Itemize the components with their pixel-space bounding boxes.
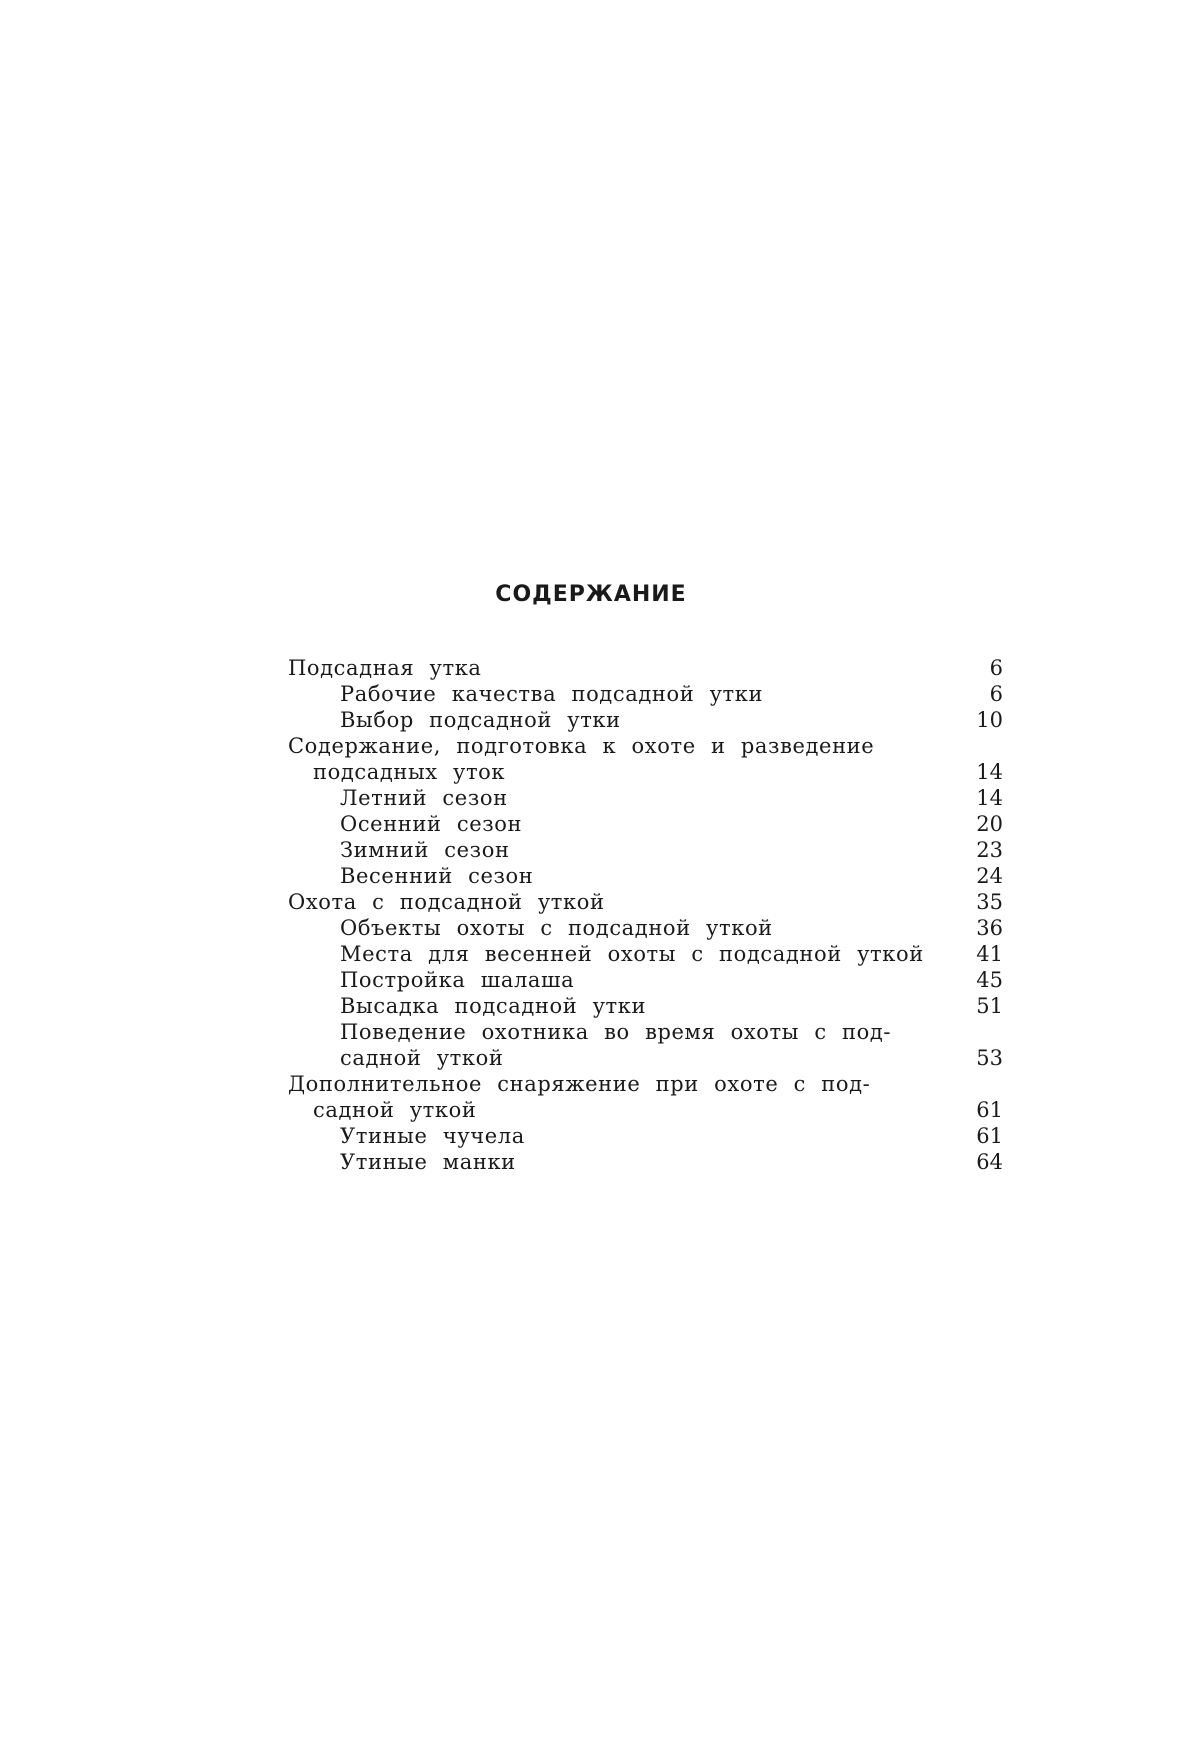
- toc-entry-page: 61: [976, 1098, 1003, 1122]
- toc-entry-text: Утиные чучела: [340, 1124, 525, 1148]
- toc-entry-page: 51: [976, 994, 1003, 1018]
- toc-entry: [288, 1071, 1003, 1097]
- toc-entry: [288, 915, 1003, 941]
- toc-entry: [288, 811, 1003, 837]
- toc-entry: [288, 1123, 1003, 1149]
- toc-entry-page: 20: [976, 812, 1003, 836]
- toc-entry-text: Осенний сезон: [340, 812, 523, 836]
- toc-entry: [288, 1149, 1003, 1175]
- toc-entry: [288, 941, 1003, 967]
- toc-entry-text: Выбор подсадной утки: [340, 708, 621, 732]
- toc-entry-page: 45: [976, 968, 1003, 992]
- toc-entry-page: 6: [989, 682, 1003, 706]
- toc-entry-text: Места для весенней охоты с подсадной уткой: [340, 942, 924, 966]
- toc-entry: [288, 863, 1003, 889]
- toc-entry-page: 61: [976, 1124, 1003, 1148]
- toc-entry: [288, 655, 1003, 681]
- toc-entry-page: 64: [976, 1150, 1003, 1174]
- toc-entry: [288, 785, 1003, 811]
- toc-entry-page: 23: [976, 838, 1003, 862]
- toc-entry: [288, 837, 1003, 863]
- toc-entry-text: Весенний сезон: [340, 864, 534, 888]
- toc-entry-text: Зимний сезон: [340, 838, 510, 862]
- toc-entry: [288, 707, 1003, 733]
- toc-entry-text: Летний сезон: [340, 786, 508, 810]
- toc-entry-page: 35: [976, 890, 1003, 914]
- toc-entry-text: Постройка шалаша: [340, 968, 575, 992]
- toc-entry: [288, 733, 1003, 759]
- toc-entry-text: подсадных уток: [313, 760, 506, 784]
- toc-entry-page: 10: [976, 708, 1003, 732]
- toc-entry-page: 6: [989, 656, 1003, 680]
- toc-entry: [288, 889, 1003, 915]
- toc-entry-text: садной уткой: [313, 1098, 477, 1122]
- toc-entry-text: Высадка подсадной утки: [340, 994, 647, 1018]
- toc-entry-page: 14: [976, 786, 1003, 810]
- toc-entry: [288, 1019, 1003, 1045]
- toc-entry: [288, 967, 1003, 993]
- toc-entry-page: 14: [976, 760, 1003, 784]
- toc-entry: [288, 993, 1003, 1019]
- toc-entry: [288, 1097, 1003, 1123]
- toc-entry-page: 24: [976, 864, 1003, 888]
- toc-entry-text: Дополнительное снаряжение при охоте с под-: [288, 1072, 871, 1096]
- toc-entry-text: Объекты охоты с подсадной уткой: [340, 916, 773, 940]
- toc-entry: [288, 681, 1003, 707]
- toc-title-text: СОДЕРЖАНИЕ: [495, 582, 687, 607]
- table-of-contents: [288, 655, 1003, 1175]
- toc-title: [0, 582, 1200, 607]
- toc-entry-text: садной уткой: [340, 1046, 504, 1070]
- toc-entry-page: 36: [976, 916, 1003, 940]
- toc-entry-text: Утиные манки: [340, 1150, 516, 1174]
- toc-entry-text: Содержание, подготовка к охоте и разведение: [288, 734, 875, 758]
- toc-entry-text: Поведение охотника во время охоты с под-: [340, 1020, 892, 1044]
- toc-entry: [288, 759, 1003, 785]
- toc-entry-page: 41: [976, 942, 1003, 966]
- toc-entry-text: Подсадная утка: [288, 656, 482, 680]
- toc-entry-page: 53: [976, 1046, 1003, 1070]
- toc-entry-text: Охота с подсадной уткой: [288, 890, 605, 914]
- toc-entry: [288, 1045, 1003, 1071]
- toc-entry-text: Рабочие качества подсадной утки: [340, 682, 764, 706]
